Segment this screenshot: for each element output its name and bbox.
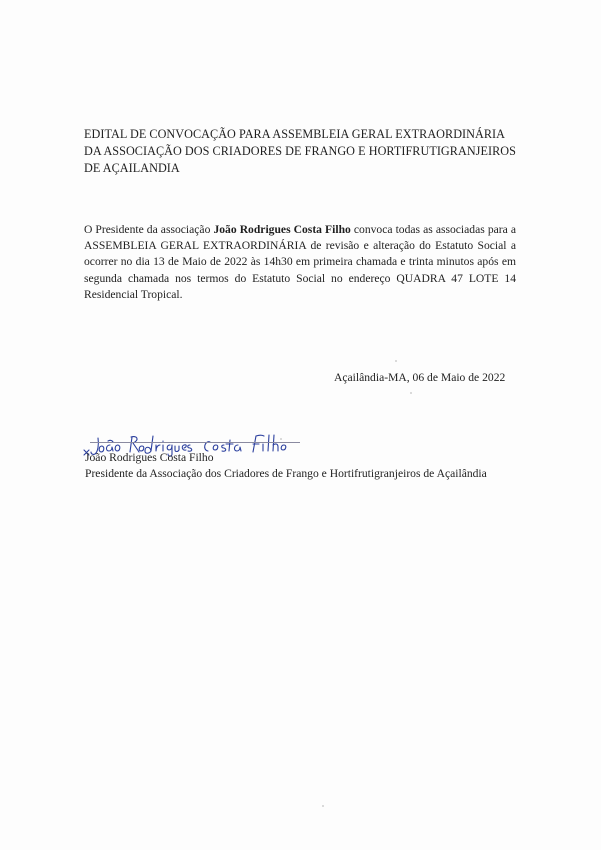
signature-line: [90, 442, 300, 443]
signer-block: [85, 450, 487, 482]
paragraph-text: convoca todas as associadas para a ASSEMBLEIA GERAL EXTRAORDINÁRIA de revisão e alteração do Estatuto Social a ocorrer no dia 13 de Maio de 2022 às 14h30 em primeira chamada e trinta minutos após em segunda chamada nos termos do Estatuto Social no endereço QUADRA 47 LOTE 14 Residencial Tropical.: [84, 223, 516, 301]
scan-speck: [395, 360, 397, 362]
signer-name: João Rodrigues Costa Filho: [85, 451, 214, 464]
scan-speck: [280, 438, 282, 440]
scan-speck: [322, 805, 324, 807]
document-title: [84, 126, 518, 177]
convocation-paragraph: [84, 222, 516, 303]
paragraph-intro: O Presidente da associação: [84, 223, 214, 236]
place-and-date: Açailândia-MA, 06 de Maio de 2022: [334, 371, 506, 384]
title-line-1: EDITAL DE CONVOCAÇÃO PARA ASSEMBLEIA GERAL EXTRAORDINÁRIA: [84, 127, 505, 141]
title-line-2: DA ASSOCIAÇÃO DOS CRIADORES DE FRANGO E HORTIFRUTIGRANJEIROS: [84, 144, 516, 158]
title-line-3: DE AÇAILANDIA: [84, 161, 180, 175]
president-name: João Rodrigues Costa Filho: [213, 223, 351, 236]
scan-speck: [410, 392, 412, 394]
signer-role: Presidente da Associação dos Criadores de Frango e Hortifrutigranjeiros de Açailândia: [85, 467, 487, 480]
